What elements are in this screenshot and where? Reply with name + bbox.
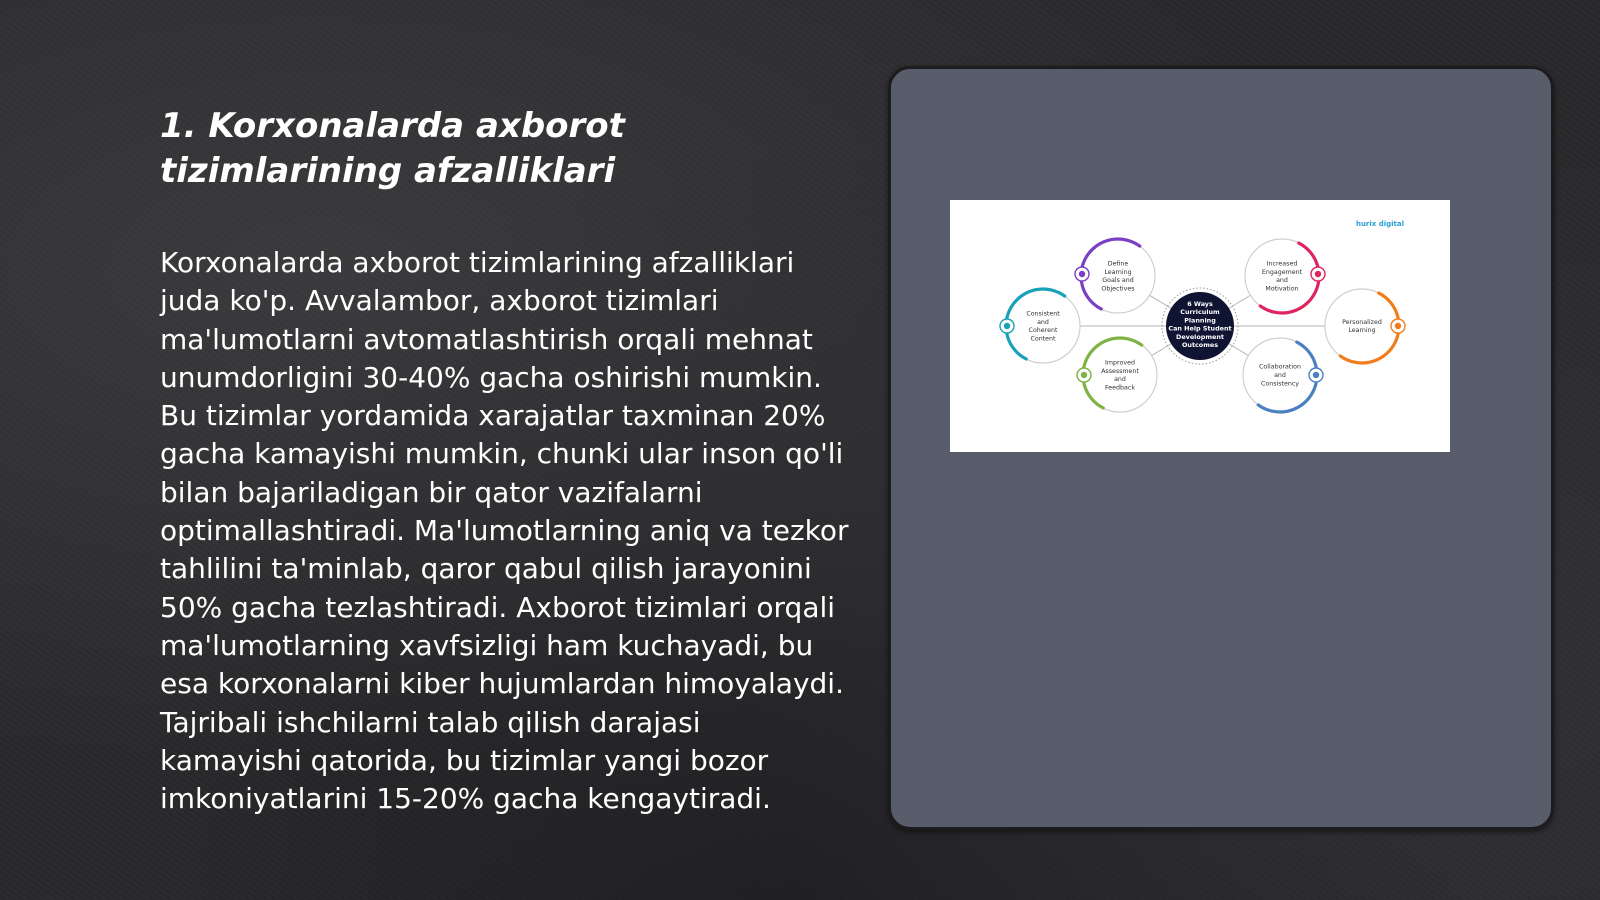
- node-label-line: Consistent: [1026, 310, 1060, 318]
- target-icon-dot: [1079, 271, 1085, 277]
- curriculum-infographic: [950, 200, 1450, 452]
- node-label-line: Improved: [1105, 359, 1135, 367]
- node-label-line: and: [1274, 372, 1286, 379]
- slide-body-text: Korxonalarda axborot tizimlarining afzalliklari juda ko'p. Avvalambor, axborot tizimlari ma'lumotlarni avtomatlashtirish orqali mehnat unumdorligini 30-40% gacha oshirishi mumkin. Bu tizimlar yordamida xarajatlar taxminan 20% gacha kamayishi mumkin, chunki ular inson qo'li bilan bajariladigan bir qator vazifalarni optimallashtiradi. Ma'lumotlarning aniq va tezkor tahlilini ta'minlab, qaror qabul qilish jarayonini 50% gacha tezlashtiradi. Axborot tizimlari orqali ma'lumotlarning xavfsizligi ham kuchayadi, bu esa korxonalarni kiber hujumlardan himoyalaydi. Tajribali ishchilarni talab qilish darajasi kamayishi qatorida, bu tizimlar yangi bozor imkoniyatlarini 15-20% gacha kengaytiradi.: [160, 246, 849, 816]
- center-label-line: Planning: [1184, 316, 1216, 325]
- brand-logo-text: hurix digital: [1355, 220, 1405, 228]
- node-label-line: and: [1276, 277, 1288, 285]
- center-label-line: 6 Ways: [1187, 300, 1213, 308]
- node-label-line: Learning: [1104, 268, 1132, 276]
- node-label-line: and: [1037, 318, 1049, 326]
- monitor-icon-dot: [1004, 323, 1010, 329]
- node-label-line: Collaboration: [1259, 363, 1301, 371]
- center-label-line: Curriculum: [1180, 308, 1220, 317]
- node-label-line: Define: [1107, 260, 1129, 268]
- people-icon-dot: [1313, 372, 1319, 378]
- device-icon-dot: [1395, 323, 1401, 329]
- node-label-line: and: [1114, 376, 1126, 384]
- node-label-line: Learning: [1348, 327, 1376, 335]
- hand-icon-dot: [1315, 271, 1321, 277]
- node-label-line: Assessment: [1101, 367, 1139, 375]
- node-label-line: Engagement: [1261, 268, 1303, 276]
- center-label-line: Outcomes: [1181, 341, 1219, 349]
- node-label-line: Personalized: [1342, 318, 1382, 326]
- node-label-line: Motivation: [1265, 285, 1299, 293]
- node-label-line: Content: [1030, 335, 1056, 343]
- node-label-line: Consistency: [1260, 380, 1300, 388]
- node-label-line: Objectives: [1101, 285, 1135, 293]
- center-label-line: Development: [1176, 332, 1224, 341]
- center-label-line: Can Help Student: [1168, 324, 1232, 333]
- node-label-line: Goals and: [1102, 277, 1134, 285]
- node-label-line: Coherent: [1028, 327, 1058, 335]
- badge-icon-dot: [1081, 372, 1087, 378]
- node-label-line: Increased: [1266, 260, 1298, 268]
- node-label-line: Feedback: [1105, 384, 1135, 392]
- infographic-svg: [950, 200, 1450, 452]
- slide-title: 1. Korxonalarda axborot tizimlarining afzalliklari: [160, 106, 625, 191]
